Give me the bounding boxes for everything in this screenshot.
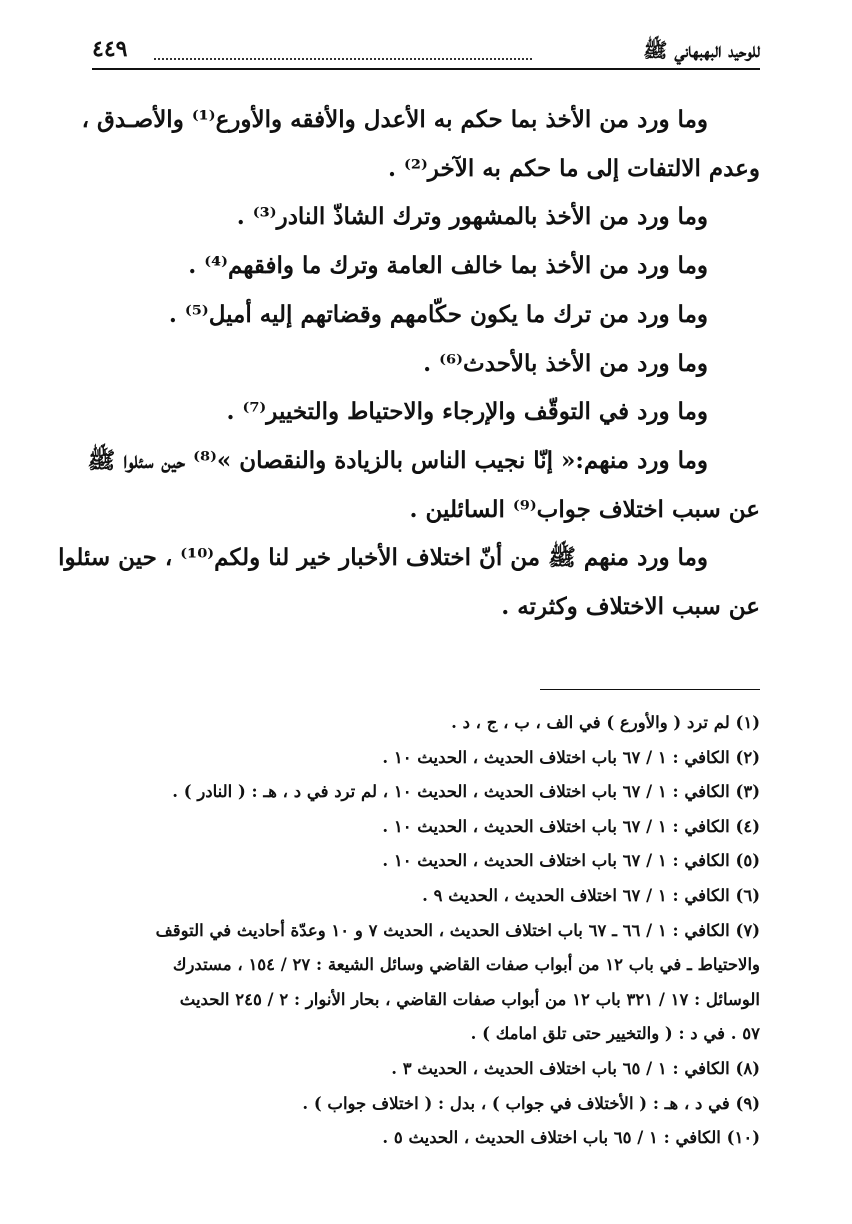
body-line: وعدم الالتفات إلى ما حكم به الآخر⁽²⁾ . (387, 154, 760, 182)
footnotes (86, 706, 760, 1156)
footnote: (١٠) الكافي : ١ / ٦٥ باب اختلاف الحديث ، الحديث ٥ . (382, 1128, 760, 1148)
main-text (58, 96, 760, 632)
body-line: وما ورد من الأخذ بالأحدث⁽⁶⁾ . (423, 349, 708, 377)
running-header (92, 36, 760, 70)
body-line: عن سبب الاختلاف وكثرته . (501, 593, 760, 621)
footnote-separator (540, 689, 760, 690)
body-line: وما ورد من الأخذ بالمشهور وترك الشاذّ النادر⁽³⁾ . (236, 203, 708, 231)
footnote: (٦) الكافي : ١ / ٦٧ اختلاف الحديث ، الحديث ٩ . (422, 885, 760, 905)
footnote: (٩) في د ، هـ : ( الأختلاف في جواب ) ، بدل : ( اختلاف جواب ) . (302, 1093, 760, 1113)
footnote: (٢) الكافي : ١ / ٦٧ باب اختلاف الحديث ، الحديث ١٠ . (382, 747, 760, 767)
footnote: (٥) الكافي : ١ / ٦٧ باب اختلاف الحديث ، الحديث ١٠ . (382, 851, 760, 871)
body-line: وما ورد في التوقّف والإرجاء والاحتياط والتخيير⁽⁷⁾ . (226, 398, 708, 426)
body-line: عن سبب اختلاف جواب⁽⁹⁾ السائلين . (409, 495, 760, 523)
body-line: وما ورد من الأخذ بما حكم به الأعدل والأفقه والأورع⁽¹⁾ والأصـدق ، (81, 106, 708, 133)
footnote-continuation: الوسائل : ١٧ / ٣٢١ باب ١٢ من أبواب صفات القاضي ، بحار الأنوار : ٢ / ٢٤٥ الحديث (179, 989, 760, 1009)
body-line: وما ورد منهم ﷺ من أنّ اختلاف الأخبار خير لنا ولكم⁽¹⁰⁾ ، حين سئلوا (58, 544, 708, 572)
footnote-continuation: والاحتياط ـ في باب ١٢ من أبواب صفات القاضي وسائل الشيعة : ٢٧ / ١٥٤ ، مستدرك (172, 955, 760, 975)
footnote: (٣) الكافي : ١ / ٦٧ باب اختلاف الحديث ، الحديث ١٠ ، لم ترد في د ، هـ : ( النادر ) . (172, 782, 760, 802)
footnote: (٤) الكافي : ١ / ٦٧ باب اختلاف الحديث ، الحديث ١٠ . (382, 816, 760, 836)
header-title: للوحيد البهبهاني ﷺ (643, 38, 760, 62)
body-line: وما ورد منهم:« إنّا نجيب الناس بالزيادة والنقصان »⁽⁸⁾ حين سئلوا ﷺ (87, 446, 708, 474)
footnote-continuation: ٥٧ . في د : ( والتخيير حتى تلق امامك ) . (470, 1024, 760, 1044)
footnote: (١) لم ترد ( والأورع ) في الف ، ب ، ج ، د . (451, 713, 760, 732)
footnote: (٨) الكافي : ١ / ٦٥ باب اختلاف الحديث ، الحديث ٣ . (391, 1058, 760, 1078)
footnote: (٧) الكافي : ١ / ٦٦ ـ ٦٧ باب اختلاف الحديث ، الحديث ٧ و ١٠ وعدّة أحاديث في التوقف (155, 920, 760, 940)
body-line: وما ورد من الأخذ بما خالف العامة وترك ما وافقهم⁽⁴⁾ . (188, 252, 708, 280)
body-line: وما ورد من ترك ما يكون حكّامهم وقضاتهم إليه أميل⁽⁵⁾ . (168, 300, 708, 328)
header-leader-dots (154, 40, 532, 60)
page-number: ٤٤٩ (92, 36, 128, 62)
